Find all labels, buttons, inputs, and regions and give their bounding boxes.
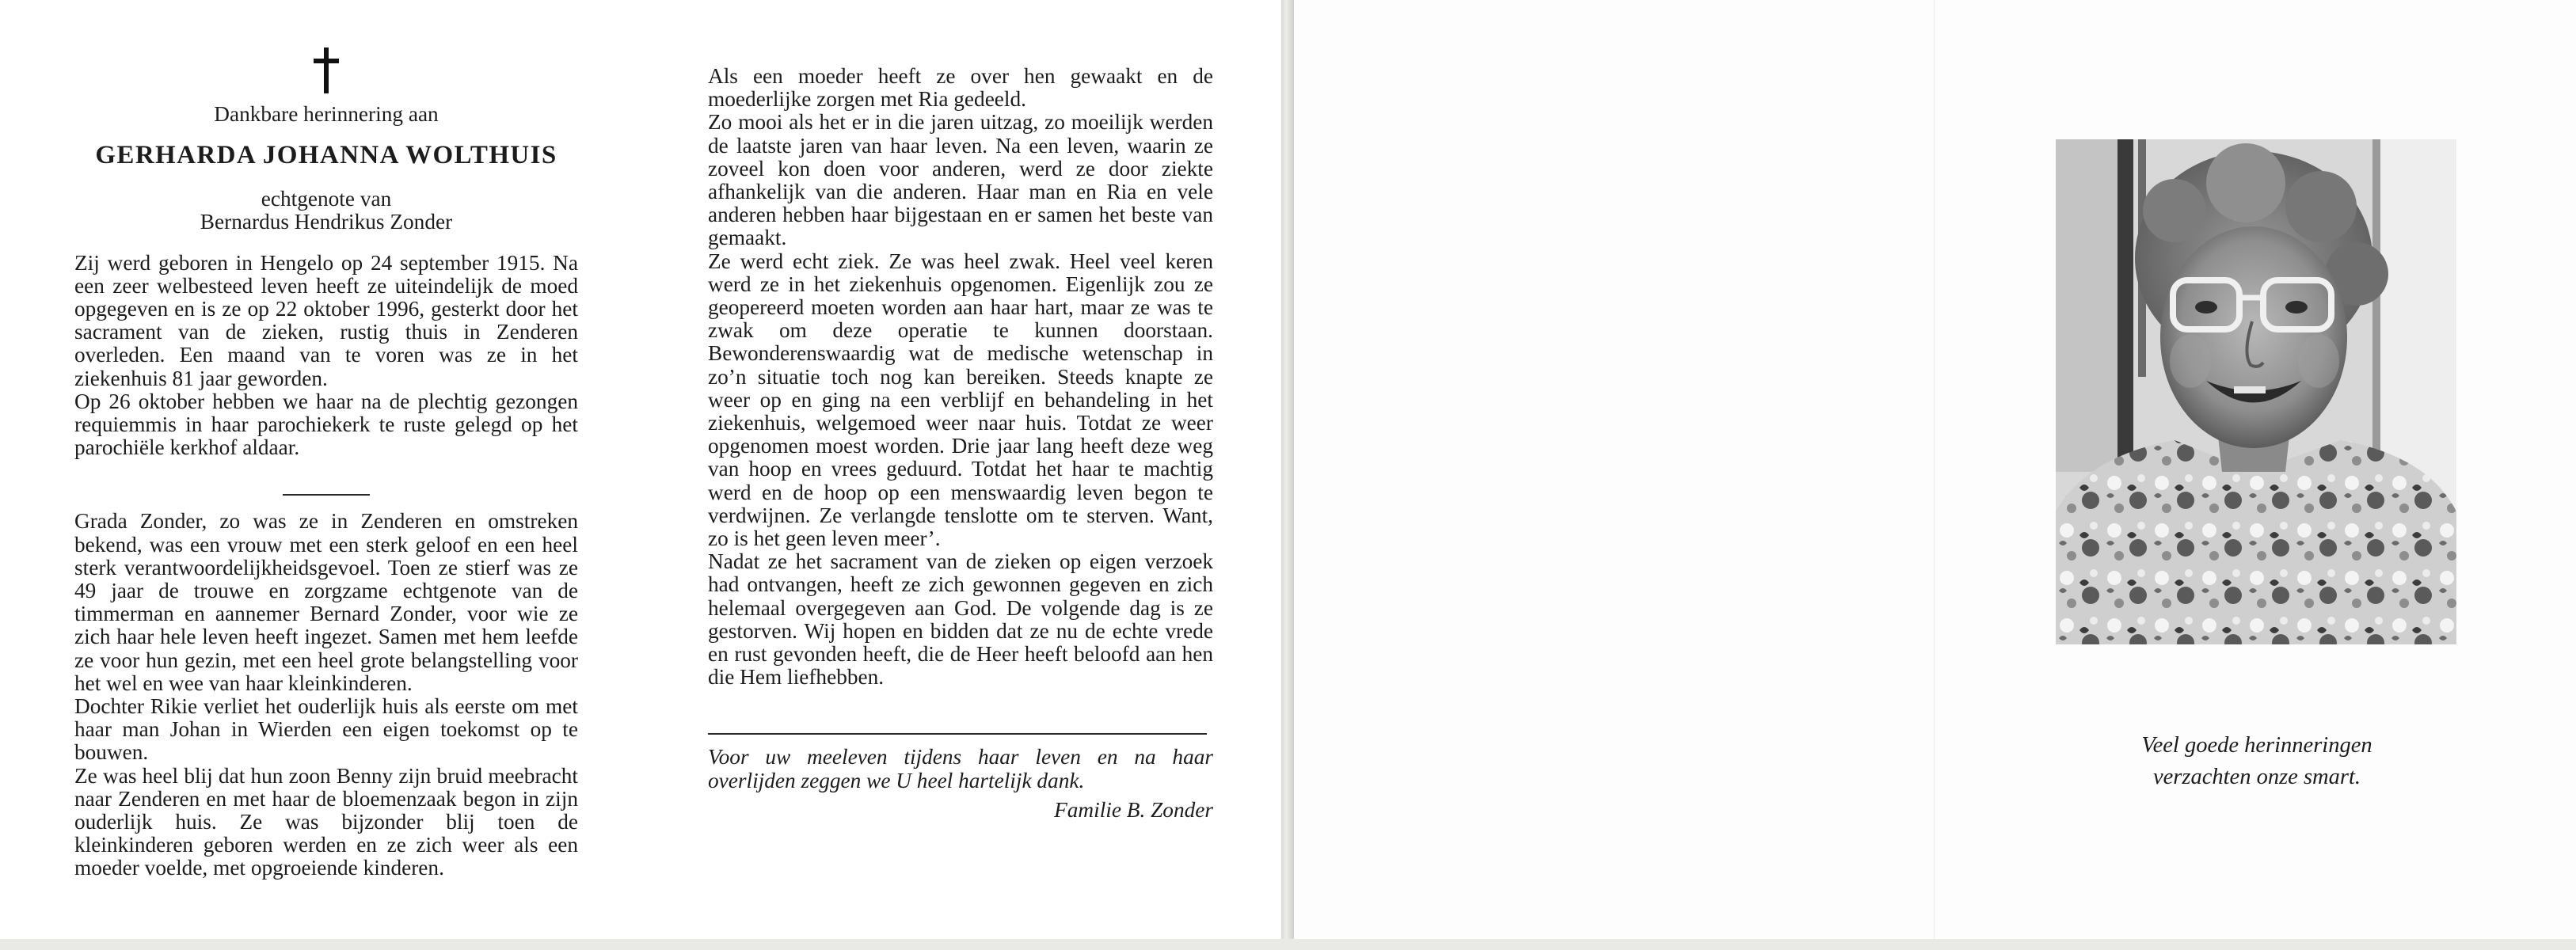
cross-icon (310, 46, 342, 95)
deceased-name: GERHARDA JOHANNA WOLTHUIS (95, 141, 557, 170)
thanks-note: Voor uw meeleven tijdens haar leven en na haar overlijden zeggen we U heel hartelijk dank. (708, 745, 1213, 792)
bottom-edge (0, 939, 2576, 950)
fold-line (1934, 0, 1935, 939)
birth-death-paragraph: Zij werd geboren in Hengelo op 24 september 1915. Na een zeer welbesteed leven heeft ze uiteindelijk de moed opgegeven en is ze op 22 oktober 1996, gesterkt door het sacrament van de zieken, rustig thuis in Zenderen overleden. Een maand van te voren was ze in het ziekenhuis 81 jaar geworden. (74, 250, 578, 390)
biography-paragraph: Ze werd echt ziek. Ze was heel zwak. Heel veel keren werd ze in het ziekenhuis opgenomen. Eigenlijk zou ze geopereerd moeten worden aan haar hart, maar ze was te zwak om deze operatie te kunnen doorstaan. Bewonderenswaardig wat de medische wetenschap in zo’n situatie toch nog kan bereiken. Steeds knapte ze weer op en ging na een verblijf en behandeling in het ziekenhuis, welgemoed weer naar huis. Totdat ze weer opgenomen moest worden. Drie jaar lang heeft deze weg van hoop en vrees geduurd. Totdat het haar te machtig werd en de hoop op een menswaardig leven begon te verdwijnen. Ze verlangde tenslotte om te sterven. Want, zo is het geen leven meer’. (708, 249, 1213, 551)
biography-paragraph: Ze was heel blij dat hun zoon Benny zijn bruid meebracht naar Zenderen en met haar de bloemenzaak begon in zijn ouderlijk huis. Ze was bijzonder blij toen de kleinkinderen geboren werden en ze zich weer als een moeder voelde, met opgroeiende kinderen. (74, 763, 578, 880)
card-gap (1281, 0, 1294, 950)
middle-text-column (708, 65, 1213, 822)
funeral-paragraph: Op 26 oktober hebben we haar na de plechtig gezongen requiemmis in haar parochiekerk te ruste gelegd op het parochiële kerkhof aldaar. (74, 389, 578, 460)
biography-paragraph: Grada Zonder, zo was ze in Zenderen en omstreken bekend, was een vrouw met een sterk geloof en een heel sterk verantwoordelijkheidsgevoel. Toen ze stierf was ze 49 jaar de trouwe en zorgzame echtgenote van de timmerman en aannemer Bernard Zonder, voor wie ze zich haar hele leven heeft ingezet. Samen met hem leefde ze voor hun gezin, met een heel grote belangstelling voor het wel en wee van haar kleinkinderen. (74, 509, 578, 695)
gratitude-line: Dankbare herinnering aan (214, 102, 439, 126)
biography-paragraph: Dochter Rikie verliet het ouderlijk huis als eerste om met haar man Johan in Wierden een eigen toekomst op te bouwen. (74, 694, 578, 765)
spouse-name: Bernardus Hendrikus Zonder (200, 210, 453, 234)
short-divider (283, 494, 370, 496)
left-text-column (74, 46, 578, 880)
spouse-label: echtgenote van (261, 187, 392, 211)
biography-paragraph: Zo mooi als het er in die jaren uitzag, zo moeilijk werden de laatste jaren van haar leven. Na een leven, waarin ze zoveel kon doen voor anderen, werd ze door ziekte afhankelijk van die anderen. Haar man en Ria en vele anderen hebben haar bijgestaan en er samen het beste van gemaakt. (708, 110, 1213, 250)
closing-verse (2027, 730, 2487, 793)
biography-paragraph: Nadat ze het sacrament van de zieken op eigen verzoek had ontvangen, heeft ze zich gewonnen gegeven en zich helemaal overgegeven aan God. De volgende dag is ze gestorven. Wij hopen en bidden dat ze nu de echte vrede en rust gevonden heeft, die de Heer heeft beloofd aan hen die Hem liefhebben. (708, 549, 1213, 690)
portrait-photo (2056, 139, 2456, 644)
closing-line: Veel goede herinneringen (2141, 733, 2372, 758)
biography-paragraph: Als een moeder heeft ze over hen gewaakt en de moederlijke zorgen met Ria gedeeld. (708, 64, 1213, 112)
long-separator (708, 733, 1207, 735)
closing-line: verzachten onze smart. (2153, 765, 2361, 789)
family-signature: Familie B. Zonder (1054, 797, 1213, 822)
